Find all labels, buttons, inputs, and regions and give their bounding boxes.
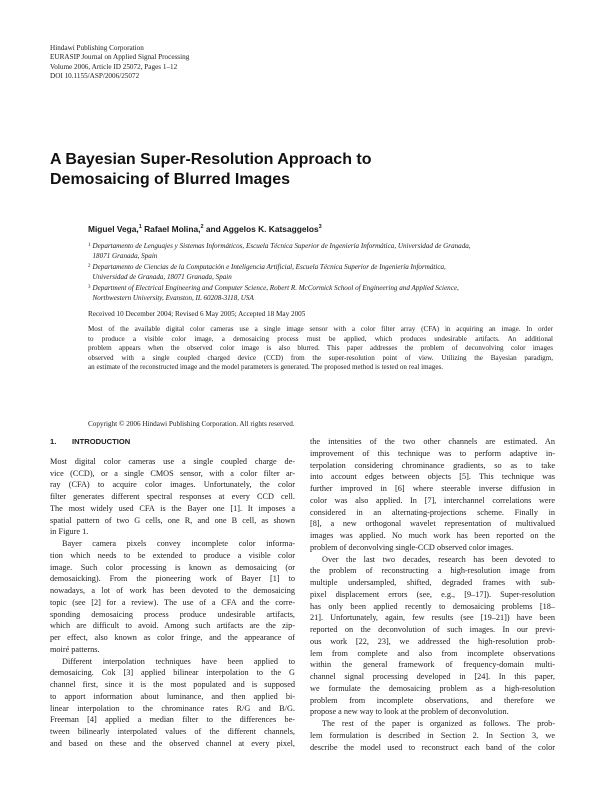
body-text-line: into account edges between objects [5]. This technique was (310, 472, 555, 482)
body-text-line: spatial pattern of two G cells, one R, and one B cell, as shown (50, 515, 295, 525)
affiliation-line: Northwestern University, Evanston, IL 60208-3118, USA (92, 293, 254, 302)
author-list (88, 224, 322, 234)
body-text-line: filter generates different spectral responses at every CCD cell. (50, 492, 295, 501)
body-text-line: vice (CCD), or a single CMOS sensor, with a color filter ar- (50, 468, 295, 478)
abstract (88, 325, 553, 373)
body-text-line: improvement of this technique was to perform adaptive in- (310, 448, 555, 458)
body-text-line: 21]. Unfortunately, again, few results (see [19–21]) have been (310, 613, 555, 623)
journal-volume: Volume 2006, Article ID 25072, Pages 1–12 (50, 62, 178, 71)
body-text-line: to apport information about luminance, and then applied bi- (50, 691, 295, 701)
paper-title (50, 150, 470, 190)
left-column (50, 436, 295, 750)
right-column (310, 436, 555, 753)
body-text-line: and based on these and the observed channel at every pixel, (50, 738, 295, 748)
body-text-line: lem formulation is described in Section 2. In Section 3, we (310, 730, 555, 740)
body-text-line: further improved in [6] where steerable inverse diffusion in (310, 484, 555, 493)
body-text-line: the intensities of the two other channels are estimated. An (310, 437, 555, 446)
author-name: Rafael Molina, (141, 224, 201, 234)
body-text-line: Most digital color cameras use a single coupled charge de- (50, 456, 295, 466)
body-text-line: tion which needs to be extended to produce a visible color (50, 550, 295, 560)
body-text-line: Bayer camera pixels convey incomplete color informa- (62, 539, 295, 548)
section-number: 1. (50, 437, 57, 446)
left-column-body (50, 456, 295, 750)
body-text-line: problem from incomplete observations, and therefore we (310, 695, 555, 705)
affiliation-line: Departamento de Ciencias de la Computación e Inteligencia Artificial, Escuela Técnica Superior de Ingeniería Informática, (92, 263, 446, 272)
affiliation-mark: 3 (88, 285, 91, 291)
body-text-line: within the general framework of frequency-domain multi- (310, 660, 555, 670)
body-text-line: multiple undersampled, shifted, degraded frames with sub- (310, 578, 555, 587)
affiliation-line: Department of Electrical Engineering and Computer Science, Robert R. McCormick School of Engineering and Applied Science, (92, 284, 459, 293)
affiliation (88, 263, 553, 282)
body-text-line: image. Such color processing is known as demosaicing (or (50, 562, 295, 572)
affiliation-list (88, 242, 553, 306)
body-text-line: considered in an alternating-projections scheme. Finally in (310, 507, 555, 517)
body-text-line: which are difficult to avoid. Among such artifacts are the zip- (50, 621, 295, 631)
body-text-line: nowadays, a lot of work has been devoted to the demosaicing (50, 586, 295, 595)
body-text-line: propose a new way to look at the problem of deconvolution. (310, 707, 509, 717)
author-affil-mark: 3 (318, 224, 322, 231)
body-text-line: reported on the deconvolution of such images. In our previ- (310, 625, 555, 634)
paper-title-line: A Bayesian Super-Resolution Approach to (50, 151, 372, 168)
body-text-line: describe the model used to reconstruct each band of the color (310, 742, 555, 752)
body-text-line: [8], a new orthogonal wavelet representation of multivalued (310, 519, 555, 529)
author-affil-mark: 2 (200, 224, 204, 231)
affiliation (88, 242, 553, 261)
body-text-line: channel first, since it is the most populated and is supposed (50, 680, 295, 689)
affiliation-line: Departamento de Lenguajes y Sistemas Informáticos, Escuela Técnica Superior de Ingeniería Informática, Universidad de Granada, (92, 242, 471, 250)
body-text-line: the problem of reconstructing a high-resolution image from (310, 566, 555, 576)
body-text-line: in Figure 1. (50, 527, 89, 537)
abstract-line: an estimate of the reconstructed image and the model parameters is generated. The proposed method is tested on real images. (88, 363, 444, 372)
affiliation-line: Universidad de Granada, 18071 Granada, Spain (92, 272, 232, 281)
abstract-line: problem appears when the observed color image is also blurred. This paper addresses the problem of deconvolving color images (88, 344, 553, 353)
journal-name: EURASIP Journal on Applied Signal Processing (50, 53, 190, 62)
body-text-line: color was also applied. In [7], interchannel correlations were (310, 495, 555, 505)
body-text-line: we formulate the demosaicing problem as a high-resolution (310, 683, 555, 693)
right-column-body (310, 436, 555, 753)
body-text-line: lem from complete and also from incomplete observations (310, 648, 555, 658)
section-heading (50, 436, 295, 448)
body-text-line: sponding demosaicing process produce undesirable artifacts, (50, 609, 295, 619)
author-name: Miguel Vega, (88, 224, 139, 234)
body-text-line: ray (CFA) to acquire color images. Unfortunately, the color (50, 480, 295, 490)
body-text-line: ous work [22, 23], we addressed the high-resolution prob- (310, 636, 555, 646)
section-title: INTRODUCTION (72, 437, 131, 446)
abstract-line: observed with a single coupled charged device (CCD) from the super-resolution point of view. Utilizing the Bayesian paradigm, (88, 353, 553, 362)
journal-doi: DOI 10.1155/ASP/2006/25072 (50, 71, 140, 80)
abstract-line: Most of the available digital color cameras use a single image sensor with a color filter array (CFA) in acquiring an image. In order (88, 325, 553, 333)
body-text-line: linear interpolation to the chrominance rates R/G and B/G. (50, 703, 295, 713)
body-text-line: Over the last two decades, research has been devoted to (322, 554, 555, 564)
body-text-line: Different interpolation techniques have been applied to (62, 656, 295, 666)
body-text-line: demosaicing. Cok [3] applied bilinear interpolation to the G (50, 668, 295, 678)
affiliation (88, 284, 553, 303)
body-text-line: images was applied. No much work has been reported on the (310, 531, 555, 540)
affiliation-line: 18071 Granada, Spain (92, 251, 158, 260)
body-text-line: topic (see [2] for a review). The use of a CFA and the corre- (50, 597, 295, 607)
body-text-line: Freeman [4] applied a median filter to the differences be- (50, 715, 295, 725)
body-text-line: demosaicking). From the pioneering work of Bayer [1] to (50, 574, 295, 584)
body-text-line: moiré patterns. (50, 644, 100, 654)
body-text-line: has only been applied recently to demosaicing problems [18– (310, 601, 555, 611)
abstract-line: to produce a visible color image, a demosaicing process must be applied, which produces undesirable artifacts. An additional (88, 334, 553, 343)
author-affil-mark: 1 (138, 224, 142, 231)
body-text-line: tween bilinearly interpolated values of the different channels, (50, 727, 295, 736)
body-text-line: problem of deconvolving single-CCD observed color images. (310, 542, 514, 552)
affiliation-mark: 2 (88, 264, 91, 270)
body-text-line: channel signal processing developed in [24]. In this paper, (310, 672, 555, 681)
submission-dates: Received 10 December 2004; Revised 6 May 2005; Accepted 18 May 2005 (88, 310, 306, 318)
affiliation-mark: 1 (88, 243, 91, 248)
body-text-line: terpolation considering chrominance gradients, so as to take (310, 460, 555, 470)
body-text-line: per effect, also known as color fringe, and the appearance of (50, 633, 295, 642)
author-name: and Aggelos K. Katsaggelos (203, 224, 319, 234)
body-text-line: The rest of the paper is organized as follows. The prob- (322, 719, 555, 728)
copyright-notice: Copyright © 2006 Hindawi Publishing Corporation. All rights reserved. (88, 420, 295, 428)
body-text-line: pixel displacement errors (see, e.g., [9–17]). Super-resolution (310, 589, 555, 599)
body-text-line: The most widely used CFA is the Bayer one [1]. It imposes a (50, 503, 295, 513)
paper-title-line: Demosaicing of Blurred Images (50, 171, 291, 188)
journal-publisher: Hindawi Publishing Corporation (50, 44, 144, 52)
journal-header (50, 44, 189, 81)
